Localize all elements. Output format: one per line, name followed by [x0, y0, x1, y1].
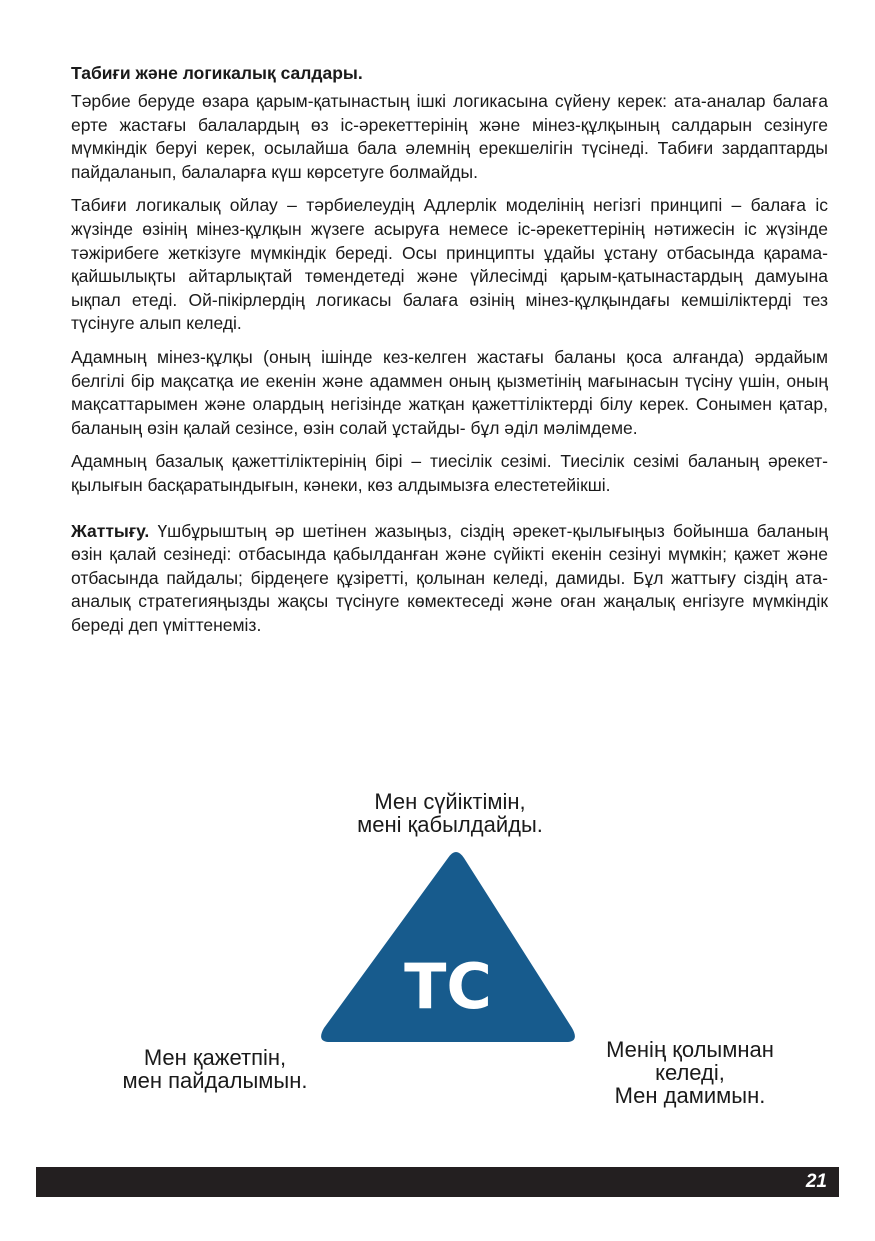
top-label — [300, 790, 600, 836]
right-label-line-3: Мен дамимын. — [614, 1083, 766, 1108]
left-label-line-2: мен пайдалымын. — [122, 1068, 308, 1093]
exercise-paragraph — [71, 520, 828, 638]
paragraph-2: Табиғи логикалық ойлау – тәрбиелеудің Адлерлік моделінің негізгі принципі – балаға іс жүзінде өзінің мінез-құлқын жүзеге асыруға немесе іс-әрекеттерінің нәтижесін іс жүзінде тәжірибеге жеткізуге мүмкіндік береді. Осы принципты ұдайы ұстану отбасында қарама-қайшылықты айтарлықтай төмендетеді және үйлесімді қарым-қатынастардың дамуына ықпал етеді. Ой-пікірлердің логикасы балаға өзінің мінез-құлқындағы кемшіліктерді тез түсінуге алып келеді. — [71, 195, 828, 334]
exercise-text: Үшбұрыштың әр шетінен жазыңыз, сіздің әрекет-қылығыңыз бойынша баланың өзін қалай сезінеді: отбасында қабылданған және сүйікті екенін сезінуі мүмкін; қажет және отбасында пайдалы; бірдеңеге құзіретті, қолынан келеді, дамиды. Бұл жаттығу сіздің ата-аналық стратегияңызды жақсы түсінуге көмектеседі және оған жаңалық енгізуге мүмкіндік береді деп үміттенеміз. — [71, 520, 828, 635]
triangle-diagram — [0, 780, 875, 1120]
exercise-label: Жаттығу. — [71, 520, 150, 541]
section-heading: Табиғи және логикалық салдары. — [71, 63, 363, 83]
paragraph-3: Адамның мінез-құлқы (оның ішінде кез-келген жастағы баланы қоса алғанда) әрдайым белгілі бір мақсатқа ие екенін және адаммен оның қызметінің мағынасын түсіну үшін, оның мақсаттарымен және олардың негізінде жатқан қажеттіліктерді білу керек. Сонымен қатар, баланың өзін қалай сезінсе, өзін солай ұстайды- бұл әділ мәлімдеме. — [71, 346, 828, 438]
left-label-line-1: Мен қажетпін, — [143, 1045, 287, 1070]
triangle-center-text: ТС — [404, 950, 492, 1023]
top-label-line-2: мені қабылдайды. — [357, 812, 543, 837]
top-label-line-1: Мен сүйіктімін, — [374, 789, 526, 814]
page-content — [71, 62, 828, 647]
footer-bar — [36, 1167, 839, 1197]
left-label — [90, 1046, 340, 1092]
paragraph-4: Адамның базалық қажеттіліктерінің бірі – тиесілік сезімі. Тиесілік сезімі баланың әрекет-қылығын басқаратындығын, кәнеки, көз алдымызға елестетейікші. — [71, 451, 828, 495]
right-label — [560, 1038, 820, 1107]
paragraph-1: Тәрбие беруде өзара қарым-қатынастың ішкі логикасына сүйену керек: ата-аналар балаға ерте жастағы балалардың өз іс-әрекеттерінің және мінез-құлқының салдарын сезінуге мүмкіндік беруі керек, осылайша бала әлемнің ерекшелігін түсінеді. Табиғи зардаптарды пайдаланып, балаларға күш көрсетуге болмайды. — [71, 91, 828, 182]
right-label-line-2: келеді, — [655, 1060, 725, 1085]
triangle-shape — [316, 850, 580, 1050]
right-label-line-1: Менің қолымнан — [606, 1037, 774, 1062]
page-number: 21 — [805, 1171, 827, 1192]
